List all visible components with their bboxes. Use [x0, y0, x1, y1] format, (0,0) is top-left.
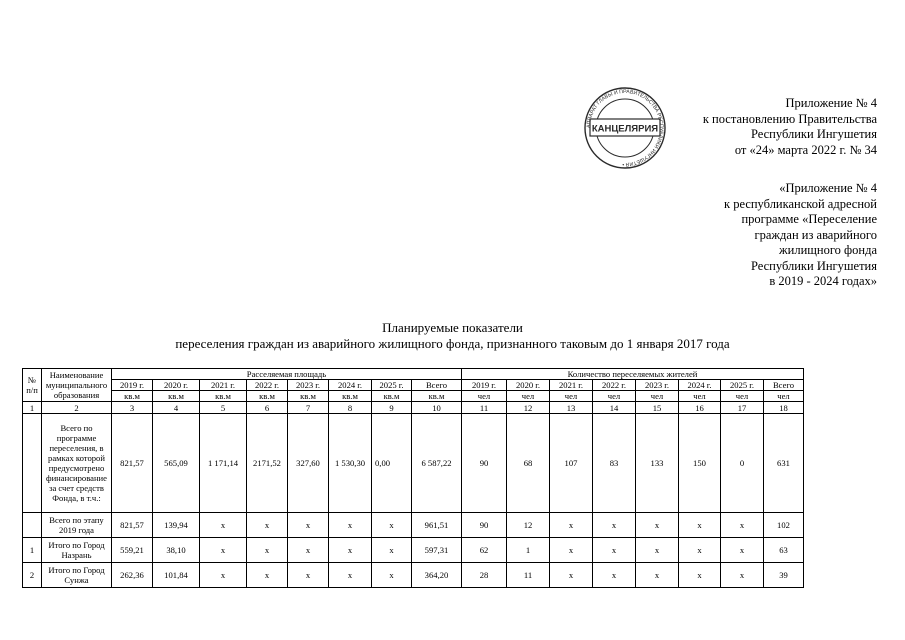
- people-cell: x: [636, 538, 679, 563]
- row-number: 2: [23, 563, 42, 588]
- approval-note: [703, 96, 877, 158]
- area-cell: 1 171,14: [200, 414, 247, 513]
- title-line: переселения граждан из аварийного жилищного фонда, признанного таковым до 1 января 2017 года: [175, 336, 730, 351]
- people-total-cell: 39: [764, 563, 804, 588]
- column-number: 7: [288, 402, 329, 414]
- people-unit: чел: [507, 391, 550, 402]
- area-cell: x: [329, 513, 372, 538]
- title-line: Планируемые показатели: [382, 320, 523, 335]
- area-unit: кв.м: [372, 391, 412, 402]
- area-cell: x: [372, 538, 412, 563]
- people-cell: x: [721, 563, 764, 588]
- area-cell: x: [288, 513, 329, 538]
- column-number: 10: [412, 402, 462, 414]
- area-year: 2021 г.: [200, 380, 247, 391]
- approval-line: к постановлению Правительства: [702, 111, 877, 126]
- area-cell: x: [288, 538, 329, 563]
- people-cell: 11: [507, 563, 550, 588]
- column-number: 4: [153, 402, 200, 414]
- area-cell: 565,09: [153, 414, 200, 513]
- people-cell: 83: [593, 414, 636, 513]
- area-cell: x: [247, 563, 288, 588]
- annex-line: жилищного фонда: [779, 243, 877, 257]
- people-cell: 133: [636, 414, 679, 513]
- col-name-header: Наименование муниципального образования: [42, 369, 112, 402]
- area-unit: кв.м: [247, 391, 288, 402]
- row-name: Всего по этапу 2019 года: [42, 513, 112, 538]
- area-cell: x: [247, 538, 288, 563]
- people-cell: x: [593, 563, 636, 588]
- column-number: 17: [721, 402, 764, 414]
- column-number: 11: [462, 402, 507, 414]
- column-number: 5: [200, 402, 247, 414]
- people-total-header: Всего: [764, 380, 804, 391]
- indicators-table: [22, 368, 804, 588]
- people-cell: x: [721, 538, 764, 563]
- area-cell: 821,57: [112, 513, 153, 538]
- people-year: 2023 г.: [636, 380, 679, 391]
- people-cell: x: [550, 513, 593, 538]
- area-group-header: Расселяемая площадь: [112, 369, 462, 380]
- office-stamp: [580, 83, 670, 173]
- people-cell: 90: [462, 414, 507, 513]
- people-unit: чел: [593, 391, 636, 402]
- people-unit: чел: [764, 391, 804, 402]
- people-cell: 68: [507, 414, 550, 513]
- svg-text:КАНЦЕЛЯРИЯ: КАНЦЕЛЯРИЯ: [591, 123, 659, 135]
- area-cell: 559,21: [112, 538, 153, 563]
- people-unit: чел: [636, 391, 679, 402]
- approval-line: Республики Ингушетия: [750, 127, 877, 141]
- annex-line: «Приложение № 4: [779, 181, 877, 195]
- people-total-cell: 631: [764, 414, 804, 513]
- area-unit: кв.м: [329, 391, 372, 402]
- area-year: 2025 г.: [372, 380, 412, 391]
- area-total-header: Всего: [412, 380, 462, 391]
- people-cell: 62: [462, 538, 507, 563]
- people-unit: чел: [462, 391, 507, 402]
- approval-line: от «24» марта 2022 г. № 34: [734, 142, 877, 157]
- table-row: [23, 414, 804, 513]
- table-row: [23, 563, 804, 588]
- area-cell: x: [372, 563, 412, 588]
- column-number: 16: [679, 402, 721, 414]
- annex-line: граждан из аварийного: [754, 227, 877, 242]
- people-cell: x: [679, 513, 721, 538]
- col-no-header: № п/п: [23, 369, 42, 402]
- row-number: [23, 414, 42, 513]
- people-year: 2019 г.: [462, 380, 507, 391]
- area-unit: кв.м: [153, 391, 200, 402]
- row-number: [23, 513, 42, 538]
- people-cell: 28: [462, 563, 507, 588]
- row-name: Итого по Город Сунжа: [42, 563, 112, 588]
- column-number: 14: [593, 402, 636, 414]
- area-total-cell: 364,20: [412, 563, 462, 588]
- people-cell: x: [636, 563, 679, 588]
- column-number: 15: [636, 402, 679, 414]
- people-year: 2022 г.: [593, 380, 636, 391]
- area-cell: 262,36: [112, 563, 153, 588]
- area-cell: x: [329, 538, 372, 563]
- annex-line: к республиканской адресной: [724, 196, 877, 211]
- area-cell: x: [200, 538, 247, 563]
- area-year: 2019 г.: [112, 380, 153, 391]
- row-name: Итого по Город Назрань: [42, 538, 112, 563]
- area-cell: x: [200, 513, 247, 538]
- people-unit: чел: [550, 391, 593, 402]
- people-cell: 90: [462, 513, 507, 538]
- people-cell: 12: [507, 513, 550, 538]
- column-number: 1: [23, 402, 42, 414]
- people-cell: 150: [679, 414, 721, 513]
- column-number: 12: [507, 402, 550, 414]
- people-total-cell: 102: [764, 513, 804, 538]
- area-cell: x: [247, 513, 288, 538]
- column-number: 3: [112, 402, 153, 414]
- table-row: [23, 538, 804, 563]
- people-cell: x: [550, 563, 593, 588]
- people-cell: x: [679, 563, 721, 588]
- area-cell: x: [372, 513, 412, 538]
- column-number: 18: [764, 402, 804, 414]
- area-year: 2020 г.: [153, 380, 200, 391]
- people-cell: x: [593, 538, 636, 563]
- area-total-cell: 961,51: [412, 513, 462, 538]
- column-number: 6: [247, 402, 288, 414]
- area-unit: кв.м: [412, 391, 462, 402]
- people-year: 2024 г.: [679, 380, 721, 391]
- area-cell: x: [329, 563, 372, 588]
- people-cell: x: [721, 513, 764, 538]
- annex-line: в 2019 - 2024 годах»: [769, 274, 877, 288]
- year-row: [23, 380, 804, 391]
- people-cell: x: [550, 538, 593, 563]
- area-year: 2023 г.: [288, 380, 329, 391]
- area-year: 2022 г.: [247, 380, 288, 391]
- area-total-cell: 597,31: [412, 538, 462, 563]
- people-unit: чел: [721, 391, 764, 402]
- approval-line: Приложение № 4: [785, 96, 877, 110]
- annex-line: Республики Ингушетия: [750, 258, 877, 273]
- annex-line: программе «Переселение: [741, 212, 877, 226]
- table-row: [23, 513, 804, 538]
- column-number: 13: [550, 402, 593, 414]
- people-year: 2021 г.: [550, 380, 593, 391]
- people-total-cell: 63: [764, 538, 804, 563]
- area-unit: кв.м: [112, 391, 153, 402]
- area-cell: 1 530,30: [329, 414, 372, 513]
- area-unit: кв.м: [288, 391, 329, 402]
- area-unit: кв.м: [200, 391, 247, 402]
- area-cell: x: [200, 563, 247, 588]
- column-number-row: [23, 402, 804, 414]
- area-cell: 0,00: [372, 414, 412, 513]
- area-cell: 327,60: [288, 414, 329, 513]
- people-cell: x: [593, 513, 636, 538]
- area-cell: 139,94: [153, 513, 200, 538]
- column-number: 9: [372, 402, 412, 414]
- people-cell: x: [636, 513, 679, 538]
- area-cell: 821,57: [112, 414, 153, 513]
- row-number: 1: [23, 538, 42, 563]
- people-year: 2020 г.: [507, 380, 550, 391]
- people-group-header: Количество переселяемых жителей: [462, 369, 804, 380]
- unit-row: [23, 391, 804, 402]
- area-total-cell: 6 587,22: [412, 414, 462, 513]
- area-year: 2024 г.: [329, 380, 372, 391]
- area-cell: 38,10: [153, 538, 200, 563]
- column-number: 8: [329, 402, 372, 414]
- people-unit: чел: [679, 391, 721, 402]
- row-name: Всего по программе переселения, в рамках которой предусмотрено финансирование за счет средств Фонда, в т.ч.:: [42, 414, 112, 513]
- column-number: 2: [42, 402, 112, 414]
- area-cell: 2171,52: [247, 414, 288, 513]
- people-cell: 107: [550, 414, 593, 513]
- svg-text:АППАРАТ ГЛАВЫ И ПРАВИТЕЛЬСТВА: АППАРАТ ГЛАВЫ И ПРАВИТЕЛЬСТВА РЕСПУБЛИКИ ИНГУШЕТИЯ •: [585, 88, 665, 168]
- people-year: 2025 г.: [721, 380, 764, 391]
- area-cell: x: [288, 563, 329, 588]
- area-cell: 101,84: [153, 563, 200, 588]
- people-cell: 0: [721, 414, 764, 513]
- annex-note: [724, 181, 877, 290]
- people-cell: x: [679, 538, 721, 563]
- document-title: [0, 320, 905, 352]
- header-row: [23, 369, 804, 380]
- people-cell: 1: [507, 538, 550, 563]
